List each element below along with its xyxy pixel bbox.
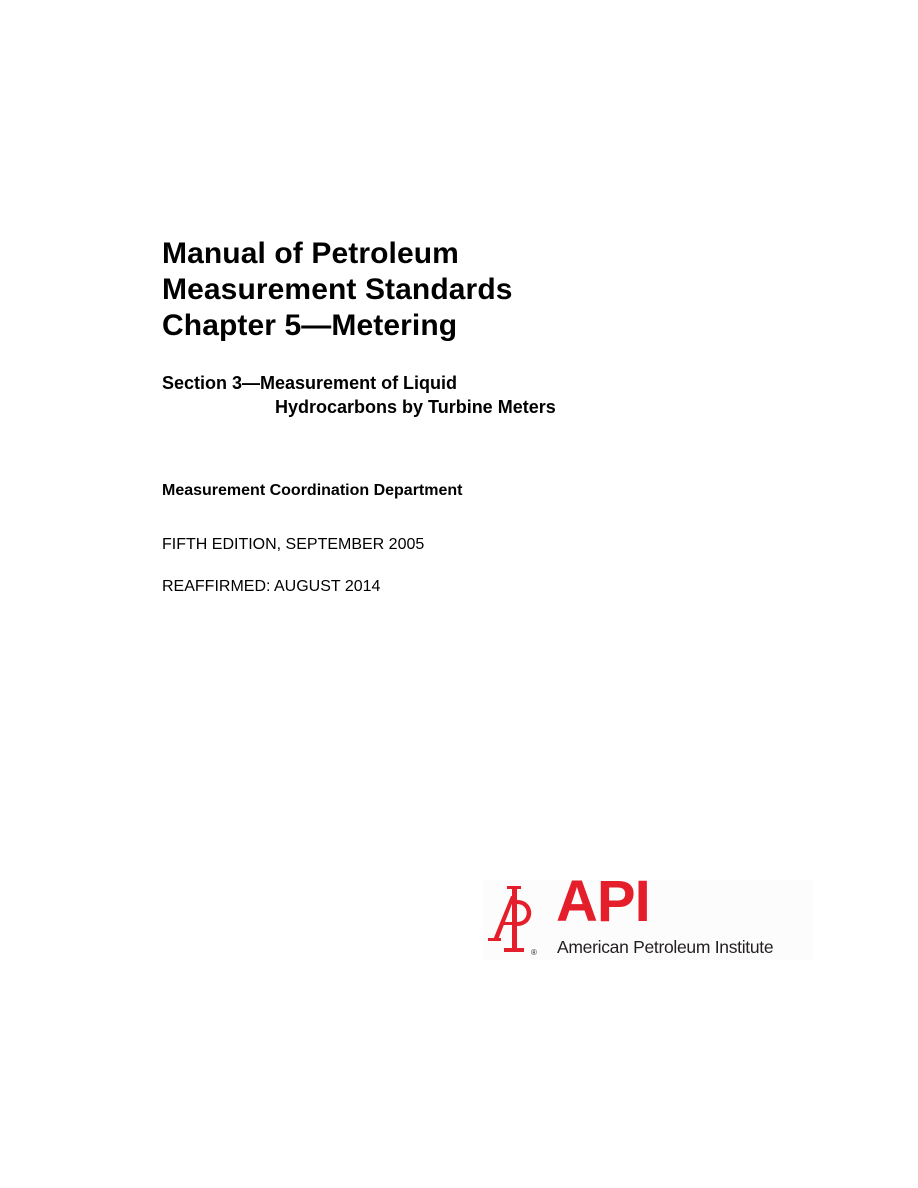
edition-line: FIFTH EDITION, SEPTEMBER 2005: [162, 536, 425, 553]
api-emblem-icon: [484, 882, 544, 958]
title-line-1: Manual of Petroleum: [162, 237, 459, 270]
department-name: Measurement Coordination Department: [162, 482, 463, 499]
reaffirmed-line: REAFFIRMED: AUGUST 2014: [162, 578, 381, 595]
api-acronym: API: [556, 869, 650, 934]
section-line-1: Section 3—Measurement of Liquid: [162, 373, 458, 393]
title-line-3: Chapter 5—Metering: [162, 309, 458, 342]
title-line-2: Measurement Standards: [162, 273, 513, 306]
document-title: [162, 236, 513, 344]
api-logo: [482, 869, 814, 960]
section-line-2: Hydrocarbons by Turbine Meters: [275, 397, 556, 417]
api-full-name: American Petroleum Institute: [557, 937, 774, 957]
registered-mark: ®: [531, 948, 537, 957]
section-heading: [162, 371, 556, 419]
